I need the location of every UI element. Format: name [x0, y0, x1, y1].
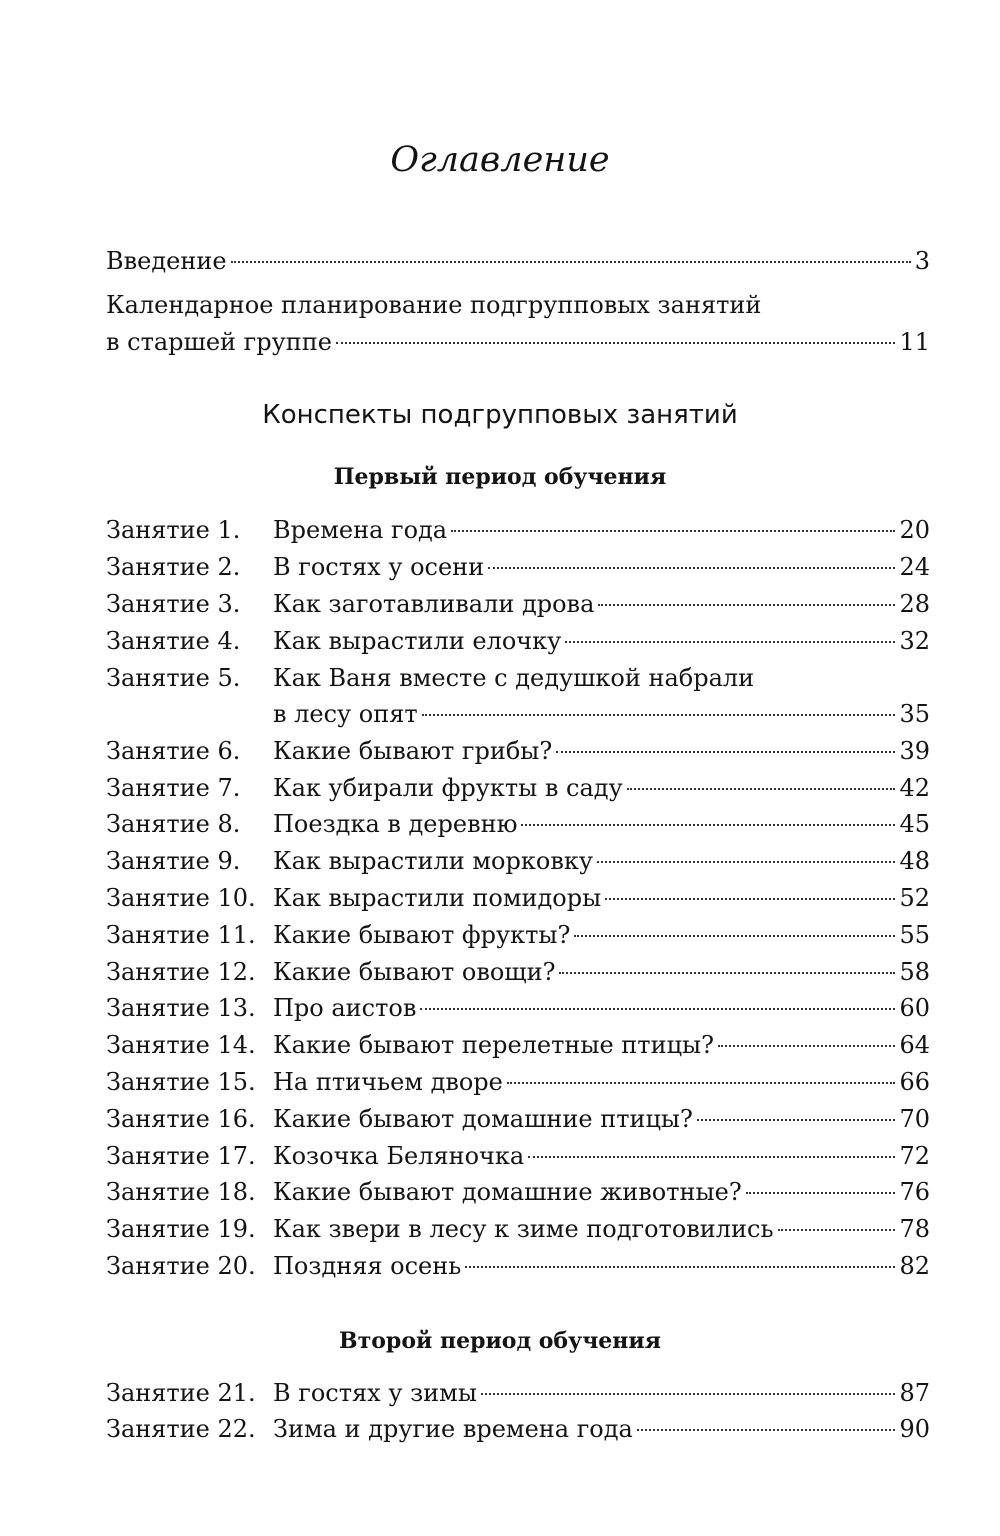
lesson-title: Как звери в лесу к зиме подготовились: [273, 1215, 774, 1243]
lesson-page: 72: [899, 1142, 930, 1170]
lesson-title: Какие бывают грибы?: [273, 737, 553, 765]
lesson-page: 78: [899, 1215, 930, 1243]
toc-entry-lesson-4[interactable]: [106, 626, 930, 656]
lesson-page: 70: [899, 1105, 930, 1133]
dot-leader: [451, 530, 895, 532]
lesson-number: Занятие 11.: [106, 921, 256, 949]
lesson-title: Зима и другие времена года: [273, 1415, 633, 1443]
dot-leader: [718, 1045, 895, 1047]
lesson-number: Занятие 20.: [106, 1252, 256, 1280]
toc-entry-lesson-14[interactable]: [106, 1030, 930, 1060]
lesson-page: 66: [899, 1068, 930, 1096]
lesson-number: Занятие 19.: [106, 1215, 256, 1243]
dot-leader: [507, 1082, 896, 1084]
lesson-title: Как заготавливали дрова: [273, 590, 595, 618]
lesson-title: Как вырастили елочку: [273, 627, 562, 655]
lesson-page: 90: [899, 1415, 930, 1443]
lesson-title: Какие бывают фрукты?: [273, 921, 571, 949]
dot-leader: [488, 567, 895, 569]
toc-entry-lesson-8[interactable]: [106, 809, 930, 839]
toc-entry-calendar-line1[interactable]: Календарное планирование подгрупповых занятий: [106, 291, 762, 319]
dot-leader: [481, 1393, 896, 1395]
lesson-number: Занятие 15.: [106, 1068, 256, 1096]
dot-leader: [637, 1429, 896, 1431]
lesson-title: Какие бывают перелетные птицы?: [273, 1031, 714, 1059]
period-2-heading: Второй период обучения: [339, 1328, 661, 1354]
lesson-title: В гостях у осени: [273, 553, 485, 581]
lesson-page: 58: [899, 958, 930, 986]
lesson-page: 32: [899, 627, 930, 655]
lesson-number: Занятие 9.: [106, 847, 241, 875]
lesson-number: Занятие 6.: [106, 737, 241, 765]
lesson-page: 52: [899, 884, 930, 912]
toc-entry-lesson-1[interactable]: [106, 515, 930, 545]
toc-entry-lesson-15[interactable]: [106, 1067, 930, 1097]
dot-leader: [746, 1192, 896, 1194]
dot-leader: [597, 861, 896, 863]
dot-leader: [336, 342, 896, 344]
lesson-title: Какие бывают домашние животные?: [273, 1178, 742, 1206]
lesson-title: Какие бывают овощи?: [273, 958, 556, 986]
dot-leader: [422, 714, 896, 716]
toc-entry-lesson-21[interactable]: [106, 1378, 930, 1408]
lesson-page: 55: [899, 921, 930, 949]
lesson-number: Занятие 4.: [106, 627, 241, 655]
toc-entry-lesson-18[interactable]: [106, 1177, 930, 1207]
toc-title: Оглавление: [390, 140, 610, 180]
toc-entry-calendar[interactable]: [106, 327, 930, 357]
lesson-title: В гостях у зимы: [273, 1379, 477, 1407]
lesson-page: 35: [899, 700, 930, 728]
entry-page: 11: [899, 328, 930, 356]
dot-leader: [598, 604, 895, 606]
lesson-number: Занятие 2.: [106, 553, 241, 581]
toc-entry-lesson-16[interactable]: [106, 1104, 930, 1134]
toc-entry-lesson-5-line2[interactable]: [273, 699, 930, 729]
lesson-title: Как убирали фрукты в саду: [273, 774, 623, 802]
lesson-number: Занятие 17.: [106, 1142, 256, 1170]
lesson-page: 48: [899, 847, 930, 875]
toc-entry-lesson-11[interactable]: [106, 920, 930, 950]
dot-leader: [420, 1008, 895, 1010]
lesson-title: Как вырастили помидоры: [273, 884, 602, 912]
toc-entry-lesson-2[interactable]: [106, 552, 930, 582]
dot-leader: [574, 935, 895, 937]
lesson-page: 64: [899, 1031, 930, 1059]
lesson-title: Времена года: [273, 516, 448, 544]
lesson-number: Занятие 21.: [106, 1379, 256, 1407]
dot-leader: [556, 751, 895, 753]
toc-entry-lesson-20[interactable]: [106, 1251, 930, 1281]
toc-entry-lesson-3[interactable]: [106, 589, 930, 619]
toc-entry-lesson-7[interactable]: [106, 773, 930, 803]
lesson-title: Поздняя осень: [273, 1252, 462, 1280]
toc-entry-introduction[interactable]: [106, 246, 930, 276]
dot-leader: [565, 641, 895, 643]
lesson-number: Занятие 18.: [106, 1178, 256, 1206]
dot-leader: [559, 972, 895, 974]
lesson-title: На птичьем дворе: [273, 1068, 503, 1096]
dot-leader: [231, 261, 911, 263]
lesson-page: 39: [899, 737, 930, 765]
toc-entry-lesson-22[interactable]: [106, 1414, 930, 1444]
dot-leader: [465, 1266, 895, 1268]
lesson-page: 42: [899, 774, 930, 802]
dot-leader: [521, 824, 895, 826]
toc-entry-lesson-12[interactable]: [106, 957, 930, 987]
lesson-number: Занятие 1.: [106, 516, 241, 544]
dot-leader: [627, 788, 896, 790]
lesson-page: 60: [899, 994, 930, 1022]
entry-title: в старшей группе: [106, 328, 332, 356]
lesson-page: 24: [899, 553, 930, 581]
lesson-page: 76: [899, 1178, 930, 1206]
toc-entry-lesson-19[interactable]: [106, 1214, 930, 1244]
toc-entry-lesson-13[interactable]: [106, 993, 930, 1023]
toc-entry-lesson-5-line1[interactable]: [106, 663, 930, 693]
dot-leader: [778, 1229, 896, 1231]
lesson-number: Занятие 14.: [106, 1031, 256, 1059]
dot-leader: [528, 1156, 895, 1158]
toc-entry-lesson-9[interactable]: [106, 846, 930, 876]
lesson-title: Как вырастили морковку: [273, 847, 593, 875]
lesson-title: Козочка Беляночка: [273, 1142, 525, 1170]
lesson-title: Как Ваня вместе с дедушкой набрали: [273, 664, 755, 692]
lesson-title: Поездка в деревню: [273, 810, 518, 838]
section-heading: Конспекты подгрупповых занятий: [262, 400, 738, 430]
lesson-number: Занятие 5.: [106, 664, 241, 692]
dot-leader: [697, 1119, 896, 1121]
toc-entry-lesson-10[interactable]: [106, 883, 930, 913]
lesson-page: 45: [899, 810, 930, 838]
lesson-title-continued: в лесу опят: [273, 700, 418, 728]
toc-entry-lesson-6[interactable]: [106, 736, 930, 766]
lesson-page: 82: [899, 1252, 930, 1280]
entry-page: 3: [914, 247, 930, 275]
lesson-title: Про аистов: [273, 994, 417, 1022]
lesson-title: Какие бывают домашние птицы?: [273, 1105, 693, 1133]
period-1-heading: Первый период обучения: [333, 464, 667, 490]
entry-title: Введение: [106, 247, 227, 275]
lesson-number: Занятие 12.: [106, 958, 256, 986]
lesson-number: Занятие 13.: [106, 994, 256, 1022]
lesson-number: Занятие 22.: [106, 1415, 256, 1443]
lesson-number: Занятие 7.: [106, 774, 241, 802]
toc-entry-lesson-17[interactable]: [106, 1141, 930, 1171]
lesson-page: 28: [899, 590, 930, 618]
lesson-number: Занятие 3.: [106, 590, 241, 618]
lesson-number: Занятие 16.: [106, 1105, 256, 1133]
dot-leader: [605, 898, 895, 900]
lesson-page: 87: [899, 1379, 930, 1407]
lesson-number: Занятие 10.: [106, 884, 256, 912]
lesson-number: Занятие 8.: [106, 810, 241, 838]
lesson-page: 20: [899, 516, 930, 544]
